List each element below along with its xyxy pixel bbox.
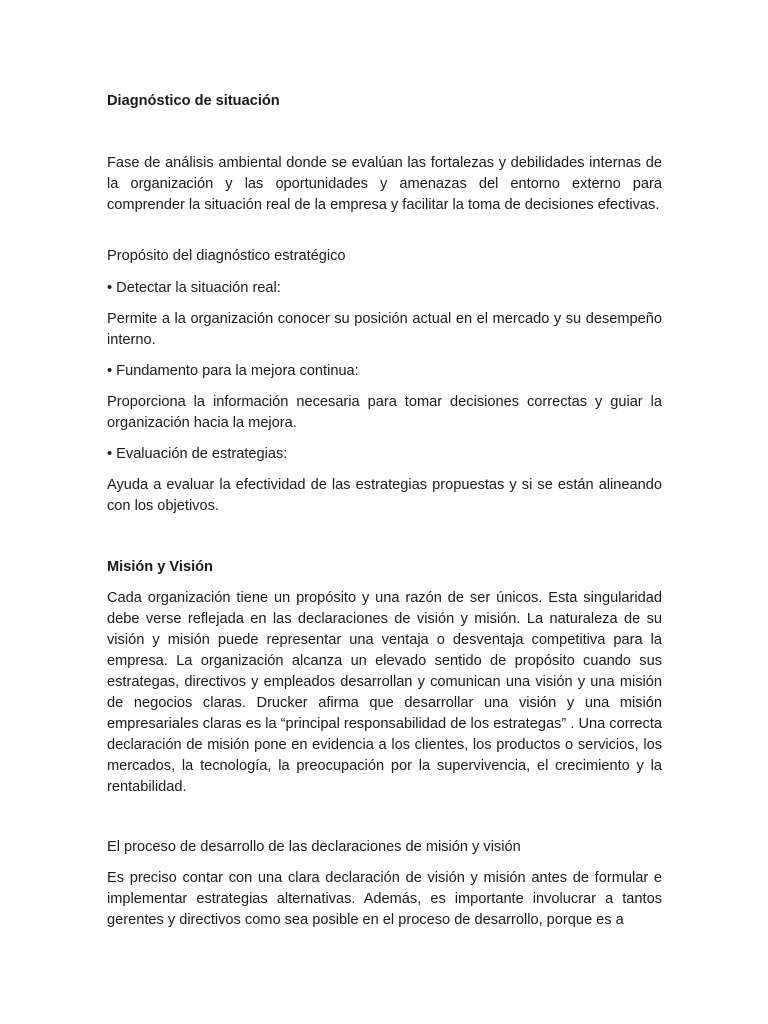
bullet-text-detectar: Permite a la organización conocer su posición actual en el mercado y su desempeño interno.: [107, 311, 662, 348]
bullet-text-fundamento: Proporciona la información necesaria para tomar decisiones correctas y guiar la organización hacia la mejora.: [107, 394, 662, 431]
proposito-title: Propósito del diagnóstico estratégico: [107, 248, 346, 264]
intro-paragraph: Fase de análisis ambiental donde se evalúan las fortalezas y debilidades internas de la organización y las oportunidades y amenazas del entorno externo para comprender la situación real de la empresa y facilitar la toma de decisiones efectivas.: [107, 155, 662, 213]
mision-paragraph: Cada organización tiene un propósito y una razón de ser únicos. Esta singularidad debe verse reflejada en las declaraciones de visión y misión. La naturaleza de su visión y misión puede representar una ventaja o desventaja competitiva para la empresa. La organización alcanza un elevado sentido de propósito cuando sus estrategas, directivos y empleados desarrollan y comunican una visión y una misión de negocios claras. Drucker afirma que desarrollar una visión y una misión empresariales claras es la “principal responsabilidad de los estrategas” . Una correcta declaración de misión pone en evidencia a los clientes, los productos o servicios, los mercados, la tecnología, la preocupación por la supervivencia, el crecimiento y la rentabilidad.: [107, 590, 662, 795]
heading-mision-vision: Misión y Visión: [107, 559, 213, 575]
heading-diagnostico: Diagnóstico de situación: [107, 93, 280, 109]
proceso-title: El proceso de desarrollo de las declaraciones de misión y visión: [107, 839, 521, 855]
bullet-title-detectar: • Detectar la situación real:: [107, 280, 281, 296]
bullet-text-evaluacion: Ayuda a evaluar la efectividad de las estrategias propuestas y si se están alineando con los objetivos.: [107, 477, 662, 514]
bullet-title-fundamento: • Fundamento para la mejora continua:: [107, 363, 359, 379]
bullet-title-evaluacion: • Evaluación de estrategias:: [107, 446, 288, 462]
proceso-paragraph: Es preciso contar con una clara declaración de visión y misión antes de formular e implementar estrategias alternativas. Además, es importante involucrar a tantos gerentes y directivos como sea posible en el proceso de desarrollo, porque es a: [107, 870, 662, 928]
